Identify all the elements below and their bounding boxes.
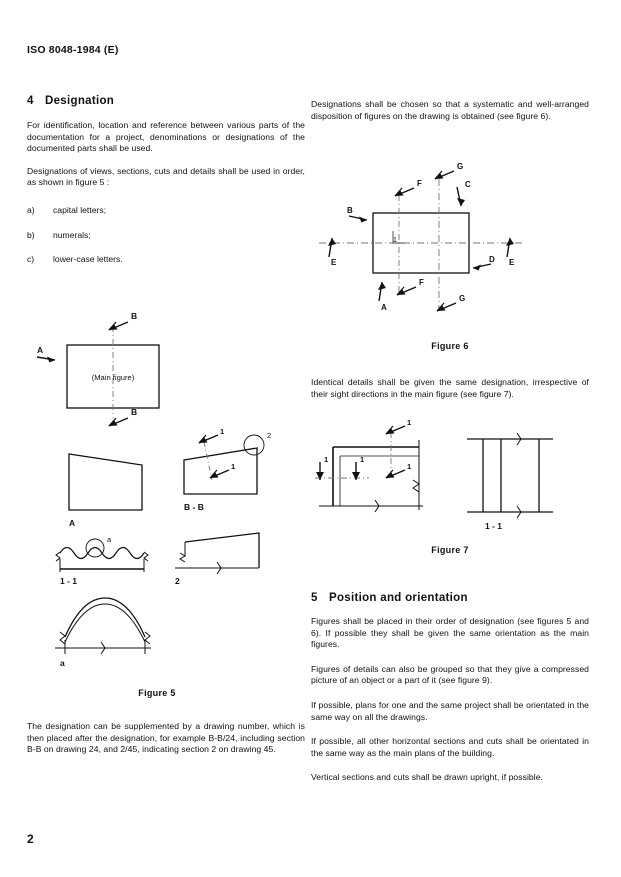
list-item-text: lower-case letters. bbox=[53, 254, 123, 265]
figure-5-main-diagram bbox=[27, 300, 305, 430]
callout-label-1-upper: 1 bbox=[220, 427, 225, 436]
paragraph-vertical-sections: Vertical sections and cuts shall be drawn upright, if possible. bbox=[311, 772, 543, 783]
subfigure-label-b-b: B - B bbox=[184, 502, 204, 512]
list-item-label: c) bbox=[27, 254, 35, 265]
figure-6-center-label: 1 bbox=[393, 237, 397, 244]
list-item-label: b) bbox=[27, 229, 35, 240]
paragraph-drawing-number-wrap bbox=[27, 721, 305, 767]
subfigure-label-a-detail: a bbox=[60, 658, 65, 668]
callout-label-1-middle: 1 bbox=[407, 462, 412, 471]
figure-7-left bbox=[315, 418, 423, 512]
section-title: Position and orientation bbox=[329, 592, 468, 604]
paragraph-identification: For identification, location and reference between various parts of the documentation for a project, denominations or designations of the documented parts shall be used. bbox=[27, 120, 305, 154]
left-column bbox=[27, 95, 305, 279]
arrow-label-e-left: E bbox=[331, 258, 337, 267]
section-number: 4 bbox=[27, 95, 34, 107]
subfigure-detail-2 bbox=[175, 533, 259, 586]
paragraph-drawing-number: The designation can be supplemented by a drawing number, which is then placed after the designation, for example B-B/24, including section B-B on drawing 24, and 2/45, indicating section 2 on drawing 45. bbox=[27, 721, 305, 755]
subfigure-label-1-1: 1 - 1 bbox=[60, 576, 78, 586]
arrow-g-bottom bbox=[437, 294, 465, 311]
paragraph-order-of-designation: Figures shall be placed in their order of designation (see figures 5 and 6). If possible they shall be given the same orientation as the main figures. bbox=[311, 616, 589, 650]
list-item-label: a) bbox=[27, 204, 35, 215]
paragraph-designations-order: Designations of views, sections, cuts and details shall be used in order, as shown in figure 5 : bbox=[27, 165, 305, 188]
arrow-label-b-bottom: B bbox=[131, 407, 138, 417]
figure-5-sub-diagrams bbox=[27, 427, 305, 682]
section-heading-designation bbox=[27, 95, 305, 107]
figure-7-sub-label: 1 - 1 bbox=[485, 521, 503, 531]
right-column-section-5 bbox=[311, 592, 589, 795]
arrow-b-left bbox=[347, 206, 367, 223]
paragraph-identical-details-wrap bbox=[311, 377, 589, 411]
section-heading-position-orientation bbox=[311, 592, 589, 604]
figure-6-diagram bbox=[311, 163, 589, 328]
arrow-label-g-bottom: G bbox=[459, 294, 466, 303]
callout-label-1-outer: 1 bbox=[324, 455, 329, 464]
page-number: 2 bbox=[27, 832, 34, 846]
arrow-c bbox=[457, 180, 471, 206]
subfigure-detail-a bbox=[55, 598, 151, 668]
subfigure-label-a: A bbox=[69, 518, 76, 528]
arrow-label-g-top: G bbox=[457, 162, 464, 171]
cutting-line-1-1 bbox=[204, 442, 212, 480]
paragraph-grouped-details: Figures of details can also be grouped so that they give a compressed picture of an object or a part of it (see figure 9). bbox=[311, 663, 589, 686]
figure-7-caption: Figure 7 bbox=[431, 545, 469, 555]
paragraph-plans-orientation: If possible, plans for one and the same project shall be orientated in the same way on all the drawings. bbox=[311, 699, 589, 722]
list-item bbox=[27, 254, 305, 266]
callout-1-lower bbox=[210, 462, 235, 478]
subfigure-view-a bbox=[69, 454, 142, 528]
arrow-a-left bbox=[37, 345, 55, 363]
list-item-text: capital letters; bbox=[53, 204, 107, 215]
arrow-label-c: C bbox=[465, 180, 471, 189]
right-column bbox=[311, 99, 589, 133]
arrow-f-top bbox=[395, 179, 422, 196]
paragraph-systematic-disposition: Designations shall be chosen so that a systematic and well-arranged disposition of figures on the drawing is obtained (see figure 6). bbox=[311, 99, 589, 121]
callout-1-top bbox=[386, 418, 411, 434]
arrow-label-f-bottom: F bbox=[419, 278, 424, 287]
arrow-label-a: A bbox=[381, 303, 387, 312]
arrow-f-bottom bbox=[397, 278, 424, 295]
figure-5-caption: Figure 5 bbox=[138, 688, 176, 698]
list-item bbox=[27, 230, 305, 242]
arrow-e-left bbox=[328, 238, 337, 267]
designation-order-list bbox=[27, 205, 305, 266]
arrow-label-d: D bbox=[489, 255, 495, 264]
arrow-label-e-right: E bbox=[509, 258, 515, 267]
detail-circle-label-a: a bbox=[107, 535, 112, 544]
arrow-b-top bbox=[109, 311, 137, 330]
subfigure-label-2: 2 bbox=[175, 576, 180, 586]
main-figure-label: (Main figure) bbox=[91, 373, 135, 382]
paragraph-horizontal-sections: If possible, all other horizontal sections and cuts shall be orientated in the same way as the main plans of the building. bbox=[311, 736, 589, 758]
arrow-g-top bbox=[435, 162, 463, 179]
arrow-label-f-top: F bbox=[417, 179, 422, 188]
section-number: 5 bbox=[311, 592, 318, 604]
callout-label-1-inner: 1 bbox=[360, 455, 365, 464]
arrow-label-b: B bbox=[347, 206, 353, 215]
list-item-text: numerals; bbox=[53, 229, 91, 240]
callout-1-middle bbox=[386, 462, 411, 478]
detail-circle-label-2: 2 bbox=[267, 431, 272, 440]
arrow-a-bottom bbox=[378, 282, 387, 312]
figure-7-diagram bbox=[311, 418, 589, 543]
figure-7-section-1-1 bbox=[467, 433, 553, 531]
section-title: Designation bbox=[45, 95, 115, 107]
paragraph-identical-details: Identical details shall be given the same designation, irrespective of their sight directions in the main figure (see figure 7). bbox=[311, 377, 589, 399]
document-header: ISO 8048-1984 (E) bbox=[27, 44, 119, 56]
subfigure-section-1-1 bbox=[56, 535, 148, 586]
callout-label-1-top: 1 bbox=[407, 418, 412, 427]
callout-label-1-lower: 1 bbox=[231, 462, 236, 471]
callout-1-outer-down bbox=[316, 455, 328, 480]
arrow-d bbox=[473, 255, 495, 271]
list-item bbox=[27, 205, 305, 217]
subfigure-section-b-b bbox=[184, 427, 271, 512]
arrow-label-b-top: B bbox=[131, 311, 138, 321]
callout-1-inner-down bbox=[352, 455, 364, 480]
arrow-label-a: A bbox=[37, 345, 44, 355]
arrow-e-right bbox=[506, 238, 515, 267]
figure-6-caption: Figure 6 bbox=[431, 341, 469, 351]
